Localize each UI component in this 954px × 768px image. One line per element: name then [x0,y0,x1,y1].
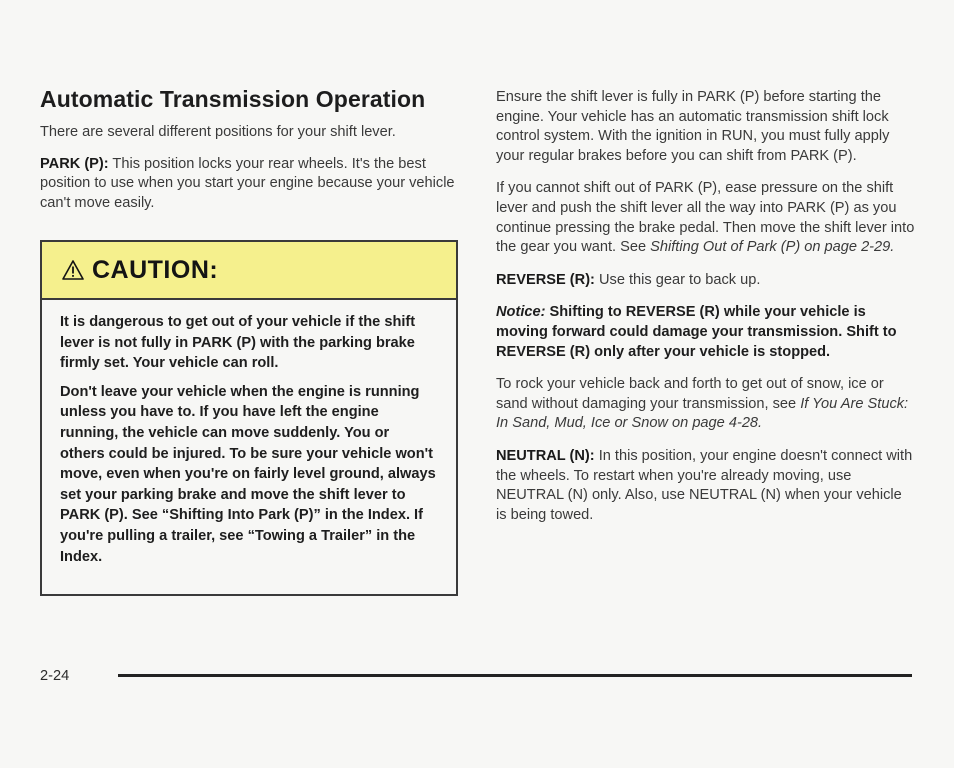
notice-paragraph [496,303,916,362]
park-paragraph [40,155,460,214]
rock-paragraph [496,375,916,434]
warning-triangle-icon [62,260,84,280]
rock-text: To rock your vehicle back and forth to get out of snow, ice or sand without damaging your transmission, see [496,376,884,412]
footer-rule [118,674,912,677]
shift-out-reference: Shifting Out of Park (P) on page 2-29. [650,239,895,256]
park-label: PARK (P): [40,155,109,172]
caution-paragraph-2: Don't leave your vehicle when the engine is running unless you have to. If you have left the engine running, the vehicle can move suddenly. You or others could be injured. To be sure your vehicle won't move, even when you're on fairly level ground, always set your parking brake and move the shift lever to PARK (P). See “Shifting Into Park (P)” in the Index. If you're pulling a trailer, see “Towing a Trailer” in the Index. [60,383,436,565]
reverse-label: REVERSE (R): [496,271,595,288]
shift-out-text: If you cannot shift out of PARK (P), ease pressure on the shift lever and push the shift lever all the way into PARK (P) as you continue pressing the brake pedal. Then move the shift lever into the gear you want. See [496,180,915,256]
rock-reference: If You Are Stuck: In Sand, Mud, Ice or Snow on page 4-28. [496,395,909,432]
caution-title: CAUTION: [92,255,219,284]
shift-lock-paragraph: Ensure the shift lever is fully in PARK (P) before starting the engine. Your vehicle has an automatic transmission shift lock control system. With the ignition in RUN, you must fully apply your regular brakes before you can shift from PARK (P). [496,89,890,164]
intro-paragraph: There are several different positions for your shift lever. [40,124,396,140]
right-column [496,88,916,538]
neutral-label: NEUTRAL (N): [496,447,595,464]
page-number: 2-24 [40,668,70,684]
caution-header [42,242,456,300]
notice-label: Notice: [496,304,546,321]
notice-text: Shifting to REVERSE (R) while your vehicle is moving forward could damage your transmission. Shift to REVERSE (R) only after your vehicle is stopped. [496,304,897,360]
page-title: Automatic Transmission Operation [40,86,426,112]
caution-box [40,240,458,596]
neutral-text: In this position, your engine doesn't connect with the wheels. To restart when you're already moving, use NEUTRAL (N) only. Also, use NEUTRAL (N) when your vehicle is being towed. [496,447,913,523]
park-text: This position locks your rear wheels. It's the best position to use when you start your engine because your vehicle can't move easily. [40,155,455,211]
reverse-paragraph [496,271,916,291]
caution-body [42,300,456,567]
caution-paragraph-1: It is dangerous to get out of your vehicle if the shift lever is not fully in PARK (P) with the parking brake firmly set. Your vehicle can roll. [60,314,416,372]
neutral-paragraph [496,447,916,525]
shift-out-paragraph [496,179,916,257]
left-column [40,86,460,231]
reverse-text: Use this gear to back up. [594,271,761,288]
